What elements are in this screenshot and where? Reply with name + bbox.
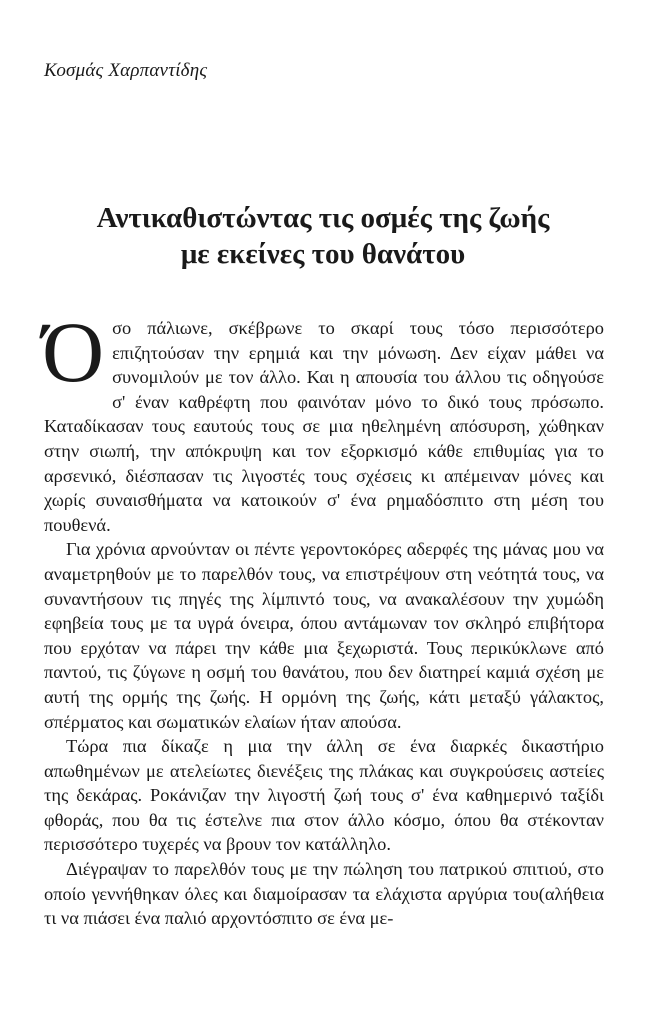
drop-cap: Ό: [42, 304, 105, 400]
paragraph-4: Διέγραψαν το παρελθόν τους με την πώληση του πατρικού σπιτιού, στο οποίο γεννήθηκαν όλες και διαμοίρασαν τα ελάχιστα αργύρια του(αλήθεια τι να πιάσει ένα παλιό αρχοντόσπιτο σε ένα με-: [44, 859, 604, 929]
paragraph-1-text: σο πάλιωνε, σκέβρωνε το σκαρί τους τόσο περισσότερο επιζητούσαν την ερημιά και την μόνωση. Δεν είχαν μάθει να συνομιλούν με τον άλλο. Και η απουσία του άλλου τις οδηγούσε σ' έναν καθρέφτη που φαινόταν μόνο το δικό τους πρόσωπο. Καταδίκασαν τους εαυτούς τους σε μια ηθελημένη απόσυρση, χώθηκαν στην σιωπή, την απόκρυψη και τον εξορκισμό κάθε επιθυμίας για το αρσενικό, διέσπασαν τις λιγοστές τους σχέσεις κι απέμειναν μόνες και χωρίς συναισθήματα να κατοικούν σ' ένα ρημαδόσπιτο στη μέση του πουθενά.: [44, 318, 604, 535]
running-head-author: Κοσμάς Χαρπαντίδης: [44, 60, 208, 81]
paragraph-1: [42, 304, 604, 537]
paragraph-3: Τώρα πια δίκαζε η μια την άλλη σε ένα διαρκές δικαστήριο απωθημένων με ατελείωτες διενέξεις της πλάκας και συγκρούσεις αστείες της δεκάρας. Ροκάνιζαν την λιγοστή ζωή τους σ' ένα καθημερινό ταξίδι φθοράς, που θα τις έστελνε πια στον άλλο κόσμο, όπου θα στέκονταν περισσότερο τυχερές να βρουν τον κατάλληλο.: [44, 736, 604, 855]
chapter-title: [40, 200, 606, 272]
paragraph-2: Για χρόνια αρνούνταν οι πέντε γεροντοκόρες αδερφές της μάνας μου να αναμετρηθούν με το παρελθόν τους, να επιστρέψουν στη νεότητά τους, να συναντήσουν τις πηγές της λίμπιντό τους, να ανακαλέσουν την χυμώδη εφηβεία τους με τα υγρά όνειρα, όπου αντάμωναν τον σκληρό επιβήτορα που ερχόταν να πάρει την κάθε μια ξεχωριστά. Τους περικύκλωνε από παντού, τις ζύγωνε η οσμή του θανάτου, που δεν διατηρεί καμιά σχέση με αυτή της ορμής της ζωής. Η ορμόνη της ζωής, κάτι μεταξύ γάλακτος, σπέρματος και σωματικών ελαίων ήταν απούσα.: [44, 539, 604, 732]
body-text: [42, 304, 604, 931]
chapter-title-line-2: με εκείνες του θανάτου: [180, 238, 466, 270]
chapter-title-line-1: Αντικαθιστώντας τις οσμές της ζωής: [96, 202, 550, 234]
